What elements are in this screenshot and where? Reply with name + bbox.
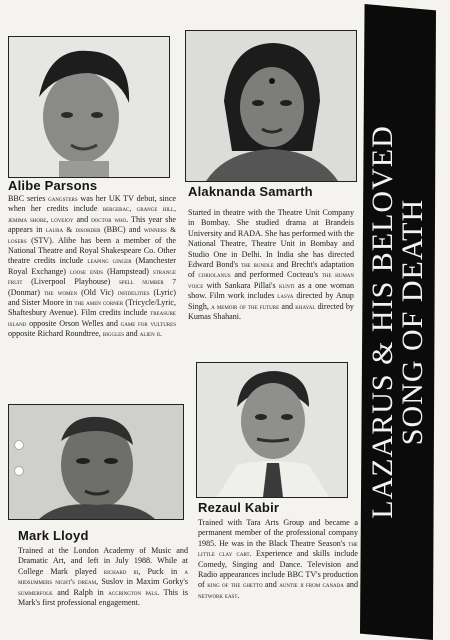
bio-text: . Experience and skills include Comedy, Singing and Dance. Television and Radio appearances include BBC TV's production of	[198, 549, 358, 590]
bio-text: and	[279, 301, 296, 311]
bio-title-text: strange fruit	[8, 266, 176, 287]
bio-title-text: kunti	[279, 280, 295, 290]
bio-text: directed by Anup Singh,	[188, 291, 354, 311]
bio-text: .	[159, 329, 162, 339]
bio-text: , Suslov in Maxim Gorky's	[96, 577, 188, 587]
bio-title-text: doctor who	[91, 214, 127, 224]
bio-title-text: game for vultures	[120, 318, 176, 328]
banner-title	[368, 125, 428, 519]
banner-title-line-1: LAZARUS & HIS BELOVED	[366, 125, 399, 519]
bio-text: and performed Cocteau's	[230, 270, 322, 280]
bio-text: and Brecht's adaptation of	[188, 260, 354, 280]
actor-bio-alaknanda-samarth	[188, 208, 354, 322]
bio-title-text: khayal	[295, 301, 316, 311]
bio-title-text: accrington pals	[108, 587, 158, 597]
photo-mark-lloyd	[8, 404, 184, 520]
actor-name-mark-lloyd: Mark Lloyd	[18, 528, 89, 543]
bio-text: .	[237, 590, 240, 600]
bio-text: as a one woman show. Film work includes	[188, 280, 354, 301]
bio-title-text: bergerac, grange hill, jemima shore, lovejoy	[8, 204, 176, 224]
bio-title-text: treasure island	[8, 308, 176, 328]
bio-title-text: biggles	[102, 329, 124, 339]
bio-title-text: the little clay cart	[198, 538, 358, 559]
bio-text: (BBC) and	[100, 225, 145, 235]
bio-title-text: coriolanus	[198, 270, 231, 280]
bio-text: and	[262, 580, 280, 590]
bio-text: Trained at the London Academy of Music and Dramatic Art, and left in July 1988. While at College Mark played	[18, 546, 188, 576]
photo-alaknanda-samarth	[185, 30, 357, 182]
bio-text: (STV). Alibe has been a member of the National Theatre and Royal Shakespeare Co. Other theatre credits include	[8, 235, 176, 266]
actor-bio-alibe-parsons	[8, 194, 176, 340]
bio-text: (Lyric) and Sister Moore in	[8, 287, 177, 308]
bio-title-text: gangsters	[48, 194, 78, 203]
bio-title-text: the bundle	[241, 260, 274, 270]
actor-bio-mark-lloyd	[18, 546, 188, 608]
bio-text: . This year she appears in	[8, 214, 176, 235]
bio-title-text: laura & disorder	[45, 225, 101, 235]
photo-rezaul-kabir	[196, 362, 348, 498]
bio-text: opposite Richard Roundtree,	[8, 329, 103, 339]
bio-title-text: winners & losers	[8, 225, 176, 245]
bio-text: (Manchester Royal Exchange)	[8, 256, 177, 276]
bio-title-text: lasya	[277, 291, 294, 301]
bio-text: (Liverpool Playhouse)	[22, 277, 120, 287]
bio-text: and	[343, 580, 359, 590]
bio-title-text: leaping ginger	[87, 256, 132, 266]
bio-text: and	[123, 329, 140, 339]
bio-text: . This is Mark's first professional engagement.	[18, 587, 188, 608]
bio-text: opposite Orson Welles and	[26, 318, 121, 328]
bio-title-text: the women	[43, 287, 78, 297]
banner-title-line-2: SONG OF DEATH	[396, 198, 429, 446]
bio-text: directed by Kumas Shahani.	[188, 301, 354, 322]
bio-text: with Sankara Pillai's	[203, 280, 280, 290]
bio-title-text: a memoir of the future	[211, 301, 280, 311]
bio-title-text: auntie ji from canada	[279, 580, 344, 590]
punch-hole	[14, 440, 24, 450]
bio-text: and	[73, 214, 92, 224]
bio-text: , Puck in	[138, 566, 185, 576]
bio-title-text: infidelities	[117, 287, 150, 297]
bio-text: (Donmar)	[8, 287, 44, 297]
portrait-image	[9, 37, 169, 177]
bio-text: BBC series	[8, 194, 49, 203]
bio-text: (Tricycle/Lyric, Shaftesbury Avenue). Film credits include	[8, 298, 176, 318]
bio-title-text: loose ends	[70, 266, 104, 276]
bio-title-text: richard iii	[103, 566, 139, 576]
bio-title-text: summerfolk	[18, 587, 53, 597]
bio-title-text: alien ii	[139, 329, 160, 339]
bio-title-text: the amen corner	[74, 298, 124, 308]
punch-hole	[14, 466, 24, 476]
portrait-image	[9, 405, 183, 519]
bio-text: (Old Vic)	[77, 287, 118, 297]
bio-title-text: spell number 7	[119, 277, 176, 287]
bio-text: and Ralph in	[52, 587, 109, 597]
portrait-image	[197, 363, 347, 497]
bio-text: Started in theatre with the Theatre Unit Company in Bombay. She studied drama at Brandeis University and RADA. She has performed with the National Theatre, Theatre Unit in Bombay and Studio One in Delhi. In India she has directed Edward Bond's	[188, 208, 354, 270]
bio-title-text: the human voice	[188, 270, 354, 290]
actor-name-alibe-parsons: Alibe Parsons	[8, 178, 98, 193]
bio-text: (Hampstead)	[103, 266, 153, 276]
actor-bio-rezaul-kabir	[198, 518, 358, 601]
bio-text: Trained with Tara Arts Group and became a permanent member of the professional company 1985. He was in the Black Theatre Season's	[198, 518, 358, 548]
portrait-image	[186, 31, 356, 181]
actor-name-rezaul-kabir: Rezaul Kabir	[198, 500, 280, 515]
bio-title-text: network east	[198, 590, 238, 600]
bio-title-text: king of the ghetto	[207, 580, 263, 590]
bio-text: was her UK TV debut, since when her credits include	[8, 194, 176, 214]
bio-title-text: a midsummers night's dream	[18, 566, 188, 587]
photo-alibe-parsons	[8, 36, 170, 178]
actor-name-alaknanda-samarth: Alaknanda Samarth	[188, 184, 313, 199]
